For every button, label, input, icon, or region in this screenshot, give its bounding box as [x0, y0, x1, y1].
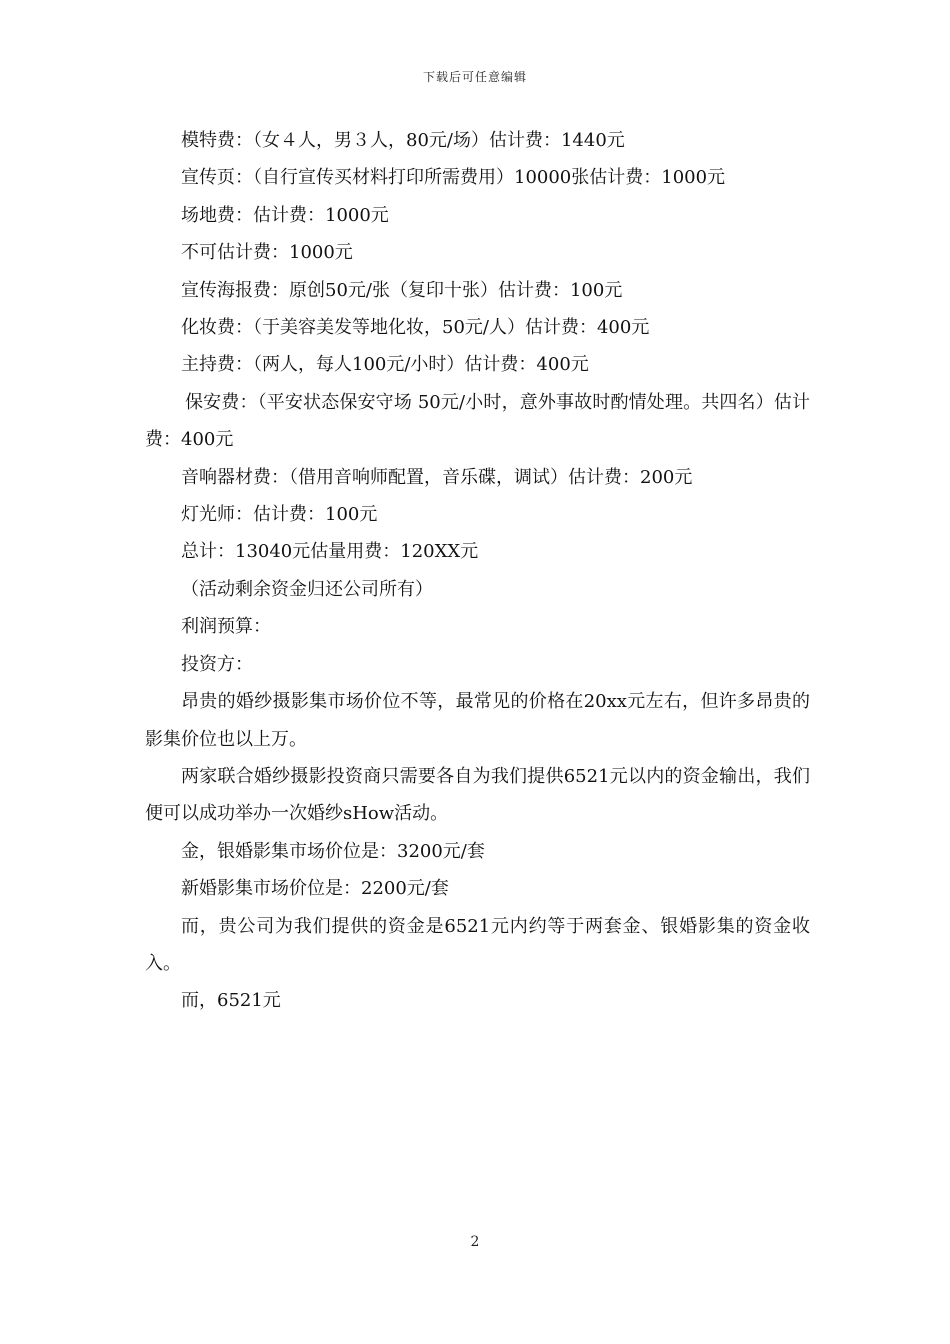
paragraph-remaining-funds: （活动剩余资金归还公司所有） [181, 578, 433, 600]
paragraph-unestimated-fee: 不可估计费：1000元 [181, 242, 353, 264]
paragraph-flyer-fee: 宣传页：（自行宣传买材料打印所需费用）10000张估计费：1000元 [181, 167, 726, 189]
paragraph-total: 总计：13040元估量用费：120XX元 [181, 541, 479, 563]
paragraph-company-funds: 而，贵公司为我们提供的资金是6521元内约等于两套金、银婚影集的资金收入。 [145, 915, 810, 974]
page-number: 2 [470, 1234, 480, 1250]
paragraph-profit-budget: 利润预算： [181, 616, 271, 638]
paragraph-closing: 而，6521元 [181, 990, 281, 1012]
paragraph-makeup-fee: 化妆费：（于美容美发等地化妆，50元/人）估计费：400元 [181, 317, 650, 339]
document-body [145, 122, 810, 1020]
paragraph-poster-fee: 宣传海报费：原创50元/张（复印十张）估计费：100元 [181, 279, 623, 301]
paragraph-market-price: 昂贵的婚纱摄影集市场价位不等，最常见的价格在20xx元左右，但许多昂贵的影集价位也以上万。 [145, 691, 810, 750]
paragraph-audio-fee: 音响器材费：（借用音响师配置，音乐碟，调试）估计费：200元 [181, 466, 693, 488]
paragraph-lighting-fee: 灯光师：估计费：100元 [181, 504, 378, 526]
paragraph-joint-investment: 两家联合婚纱摄影投资商只需要各自为我们提供6521元以内的资金输出，我们便可以成功举办一次婚纱sHow活动。 [145, 765, 810, 825]
paragraph-investor: 投资方： [181, 653, 253, 675]
paragraph-host-fee: 主持费：（两人，每人100元/小时）估计费：400元 [181, 354, 589, 376]
paragraph-newlywed-price: 新婚影集市场价位是：2200元/套 [181, 878, 449, 900]
paragraph-model-fee: 模特费：（女４人，男３人，80元/场）估计费：1440元 [181, 130, 625, 151]
paragraph-venue-fee: 场地费：估计费：1000元 [181, 204, 389, 226]
paragraph-gold-silver-price: 金，银婚影集市场价位是：3200元/套 [181, 840, 485, 862]
page-header: 下载后可任意编辑 [422, 70, 527, 84]
paragraph-security-fee: 保安费：（平安状态保安守场 50元/小时，意外事故时酌情处理。共四名）估计费：400元 [145, 391, 810, 451]
